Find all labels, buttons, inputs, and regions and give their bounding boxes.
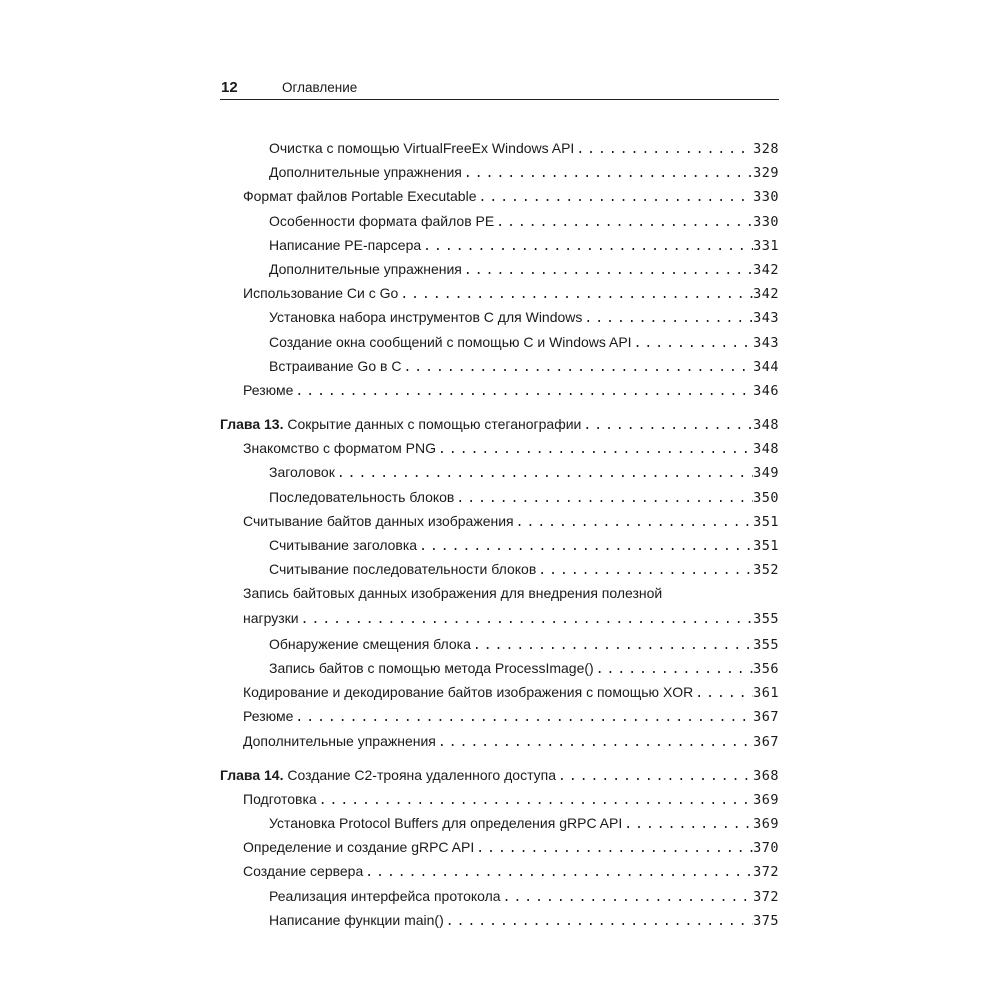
toc-entry-title-text: Последовательность блоков — [269, 488, 455, 505]
toc-entry-line — [269, 330, 779, 356]
toc-page-number: 351 — [753, 513, 779, 530]
toc-entry-line — [243, 859, 779, 885]
chapter-label: Глава 13. — [220, 416, 284, 433]
toc-entry[interactable] — [220, 729, 779, 753]
toc-entry-title-text: Обнаружение смещения блока — [269, 635, 471, 652]
toc-entry-title — [243, 729, 436, 753]
dot-leader — [494, 211, 753, 235]
toc-entry[interactable] — [220, 581, 779, 631]
dot-leader — [582, 307, 753, 331]
toc-entry-line — [269, 354, 779, 380]
toc-entry-title — [243, 378, 293, 402]
toc-entry-title-first-line: Запись байтовых данных изображения для внедрения полезной — [243, 585, 663, 602]
dot-leader — [335, 462, 753, 486]
page-number: 12 — [221, 79, 238, 96]
dot-leader — [536, 559, 753, 583]
toc-page-number: 331 — [753, 237, 779, 254]
dot-leader — [401, 356, 753, 380]
toc-page-number: 330 — [753, 213, 779, 230]
toc-entry-line — [220, 412, 779, 438]
toc-entry-line — [269, 136, 779, 162]
dot-leader — [299, 608, 753, 632]
toc-entry[interactable] — [220, 509, 779, 533]
dot-leader — [436, 438, 753, 462]
toc-entry-title — [243, 859, 363, 883]
toc-entry[interactable] — [220, 136, 779, 160]
toc-page-number: 342 — [753, 286, 779, 303]
toc-entry-line — [269, 485, 779, 511]
toc-entry[interactable] — [220, 787, 779, 811]
toc-page-number: 356 — [753, 660, 779, 677]
dot-leader — [581, 414, 753, 438]
toc-entry-line — [269, 233, 779, 259]
toc-page-number: 343 — [753, 334, 779, 351]
toc-entry-title-text: Создание сервера — [243, 863, 364, 880]
toc-entry-line — [243, 704, 779, 730]
toc-entry[interactable] — [220, 233, 779, 257]
toc-entry-title-text: Заголовок — [269, 464, 335, 481]
toc-entry-title-text: Считывание байтов данных изображения — [243, 512, 514, 529]
toc-entry-title-text: Считывание заголовка — [269, 537, 418, 553]
toc-page-number: 343 — [753, 310, 779, 327]
toc-entry-title — [243, 281, 398, 305]
toc-entry-line — [243, 436, 779, 462]
toc-entry[interactable] — [220, 305, 779, 329]
toc-entry-title — [243, 509, 514, 533]
toc-entry[interactable] — [220, 460, 779, 484]
toc-entry-title-text: Формат файлов Portable Executable — [243, 188, 477, 205]
toc-page-number: 355 — [753, 636, 779, 653]
toc-page-number: 329 — [753, 165, 779, 182]
toc-entry-title-text: Резюме — [243, 708, 294, 725]
running-title: Оглавление — [282, 80, 358, 95]
toc-entry-line — [269, 908, 779, 934]
toc-page-number: 372 — [753, 864, 779, 881]
dot-leader — [317, 789, 753, 813]
chapter-label: Глава 14. — [220, 766, 284, 783]
toc-page-number: 367 — [753, 733, 779, 750]
toc-entry-title — [269, 233, 421, 257]
toc-page-number: 348 — [753, 441, 779, 458]
toc-entry-title — [243, 606, 299, 630]
toc-entry-line — [243, 729, 779, 755]
toc-page-number: 346 — [753, 382, 779, 399]
toc-entry-title — [243, 787, 317, 811]
toc-entry-line — [269, 209, 779, 235]
toc-entry-line — [269, 884, 779, 910]
toc-entry[interactable] — [220, 835, 779, 859]
toc-entry-title-text: Встраивание Go в C — [269, 357, 402, 374]
dot-leader — [421, 235, 753, 259]
dot-leader — [514, 511, 753, 535]
toc-entry[interactable] — [220, 632, 779, 656]
toc-entry-title-text: Дополнительные упражнения — [269, 164, 462, 181]
dot-leader — [556, 765, 753, 789]
toc-entry-line — [243, 509, 779, 535]
toc-entry-line — [243, 184, 779, 210]
toc-entry-title-text: Установка набора инструментов C для Windows — [269, 309, 583, 326]
dot-leader — [417, 535, 753, 559]
dot-leader — [622, 813, 753, 837]
toc-entry-title-text: Определение и создание gRPC API — [243, 839, 475, 856]
toc-page-number: 352 — [753, 562, 779, 579]
toc-entry[interactable] — [220, 704, 779, 728]
toc-entry-title-text: Использование Си с Go — [243, 285, 399, 302]
toc-entry-title-text: Создание C2-трояна удаленного доступа — [287, 766, 556, 783]
toc-entry[interactable] — [220, 184, 779, 208]
dot-leader — [462, 162, 753, 186]
toc-entry-title — [269, 160, 462, 184]
toc-entry[interactable] — [220, 281, 779, 305]
dot-leader — [293, 706, 753, 730]
toc-entry-title — [269, 533, 417, 557]
dot-leader — [363, 861, 753, 885]
toc-entry-line — [269, 557, 779, 583]
toc-entry-title — [269, 884, 501, 908]
toc-entry-title-text: Реализация интерфейса протокола — [269, 887, 501, 904]
dot-leader — [471, 634, 753, 658]
dot-leader — [454, 487, 753, 511]
toc-entry-line — [269, 257, 779, 283]
toc-entry-title — [269, 811, 622, 835]
toc-entry-title-text: Создание окна сообщений с помощью C и Windows API — [269, 333, 632, 350]
toc-entry-line — [269, 305, 779, 331]
toc-entry-line — [269, 811, 779, 837]
dot-leader — [501, 886, 754, 910]
toc-entry-line — [243, 378, 779, 404]
toc-page-number: 349 — [753, 465, 779, 482]
dot-leader — [574, 138, 753, 162]
dot-leader — [398, 283, 753, 307]
dot-leader — [436, 731, 753, 755]
toc-chapter-entry[interactable] — [220, 412, 779, 436]
toc-entry[interactable] — [220, 209, 779, 233]
toc-entry-title — [269, 557, 536, 581]
toc-page-number: 351 — [753, 538, 779, 554]
toc-entry-title — [243, 680, 693, 704]
toc-entry-title-text: Запись байтов с помощью метода ProcessImage() — [269, 659, 594, 676]
toc-page-number: 375 — [753, 912, 779, 929]
toc-page-number: 372 — [753, 888, 779, 905]
toc-entry[interactable] — [220, 680, 779, 704]
toc-entry-title — [269, 460, 335, 484]
toc-entry[interactable] — [220, 160, 779, 184]
toc-page-number: 370 — [753, 840, 779, 857]
table-of-contents — [220, 136, 779, 932]
toc-entry-title — [243, 704, 293, 728]
toc-page-number: 350 — [753, 489, 779, 506]
toc-page-number: 328 — [753, 141, 779, 157]
toc-entry[interactable] — [220, 354, 779, 378]
toc-entry-title-text: Установка Protocol Buffers для определения gRPC API — [269, 815, 623, 832]
toc-entry[interactable] — [220, 884, 779, 908]
toc-entry-line — [243, 835, 779, 861]
toc-entry-title — [243, 436, 436, 460]
toc-entry-title — [269, 485, 454, 509]
toc-entry-title-text: Очистка с помощью VirtualFreeEx Windows API — [269, 140, 575, 156]
toc-entry-line — [269, 533, 779, 559]
dot-leader — [293, 380, 753, 404]
toc-entry-title — [243, 835, 474, 859]
toc-entry[interactable] — [220, 436, 779, 460]
toc-entry-title-text: Особенности формата файлов PE — [269, 212, 495, 229]
toc-entry-title — [269, 209, 494, 233]
toc-entry-line — [243, 281, 779, 307]
toc-entry-title — [269, 305, 582, 329]
toc-page-number: 361 — [753, 685, 779, 702]
toc-entry[interactable] — [220, 859, 779, 883]
toc-entry[interactable] — [220, 257, 779, 281]
toc-entry-title-text: Подготовка — [243, 790, 317, 807]
toc-entry-title — [269, 257, 462, 281]
toc-page-number: 369 — [753, 816, 779, 833]
toc-entry[interactable] — [220, 908, 779, 932]
dot-leader — [594, 658, 753, 682]
toc-entry-title-text: Написание PE-парсера — [269, 236, 422, 253]
toc-entry-line — [269, 632, 779, 658]
toc-entry-title-text: Дополнительные упражнения — [243, 732, 436, 749]
toc-entry-line — [243, 606, 779, 632]
toc-page-number: 330 — [753, 189, 779, 206]
toc-page-number: 367 — [753, 709, 779, 726]
dot-leader — [444, 910, 753, 934]
toc-entry-title-text: Знакомство с форматом PNG — [243, 440, 437, 457]
toc-page-number: 342 — [753, 261, 779, 278]
toc-entry-title — [243, 184, 477, 208]
toc-entry-line — [269, 460, 779, 486]
toc-entry[interactable] — [220, 557, 779, 581]
toc-entry[interactable] — [220, 485, 779, 509]
toc-entry-title — [220, 412, 581, 436]
toc-entry[interactable] — [220, 656, 779, 680]
toc-entry-title — [269, 330, 632, 354]
toc-entry[interactable] — [220, 330, 779, 354]
toc-entry-title — [269, 656, 594, 680]
dot-leader — [477, 186, 754, 210]
toc-entry-title-text: Кодирование и декодирование байтов изображения с помощью XOR — [243, 684, 694, 701]
toc-entry-title-text: нагрузки — [243, 609, 299, 626]
toc-entry-title — [269, 632, 471, 656]
dot-leader — [462, 259, 753, 283]
toc-page-number: 344 — [753, 358, 779, 375]
toc-page-number: 369 — [753, 791, 779, 808]
toc-entry-line — [269, 656, 779, 682]
toc-entry-title — [269, 908, 444, 932]
toc-entry-line — [269, 160, 779, 186]
toc-entry-title-text: Считывание последовательности блоков — [269, 561, 537, 578]
dot-leader — [474, 837, 753, 861]
toc-entry-title-text: Написание функции main() — [269, 911, 444, 928]
toc-entry-title — [220, 763, 556, 787]
toc-entry[interactable] — [220, 811, 779, 835]
toc-entry[interactable] — [220, 378, 779, 402]
toc-page-number: 355 — [753, 610, 779, 627]
toc-entry-title — [269, 136, 574, 160]
toc-page-number: 348 — [753, 417, 779, 434]
toc-entry-line — [220, 763, 779, 789]
running-header — [220, 79, 779, 100]
toc-chapter-entry[interactable] — [220, 763, 779, 787]
toc-entry[interactable] — [220, 533, 779, 557]
toc-entry-line — [243, 680, 779, 706]
dot-leader — [693, 682, 753, 706]
toc-entry-title-text: Дополнительные упражнения — [269, 260, 462, 277]
toc-entry-title-text: Резюме — [243, 381, 294, 398]
toc-page-number: 368 — [753, 767, 779, 784]
dot-leader — [632, 332, 754, 356]
toc-entry-line — [243, 787, 779, 813]
toc-entry-title — [269, 354, 401, 378]
toc-entry-title-text: Сокрытие данных с помощью стеганографии — [287, 416, 582, 433]
